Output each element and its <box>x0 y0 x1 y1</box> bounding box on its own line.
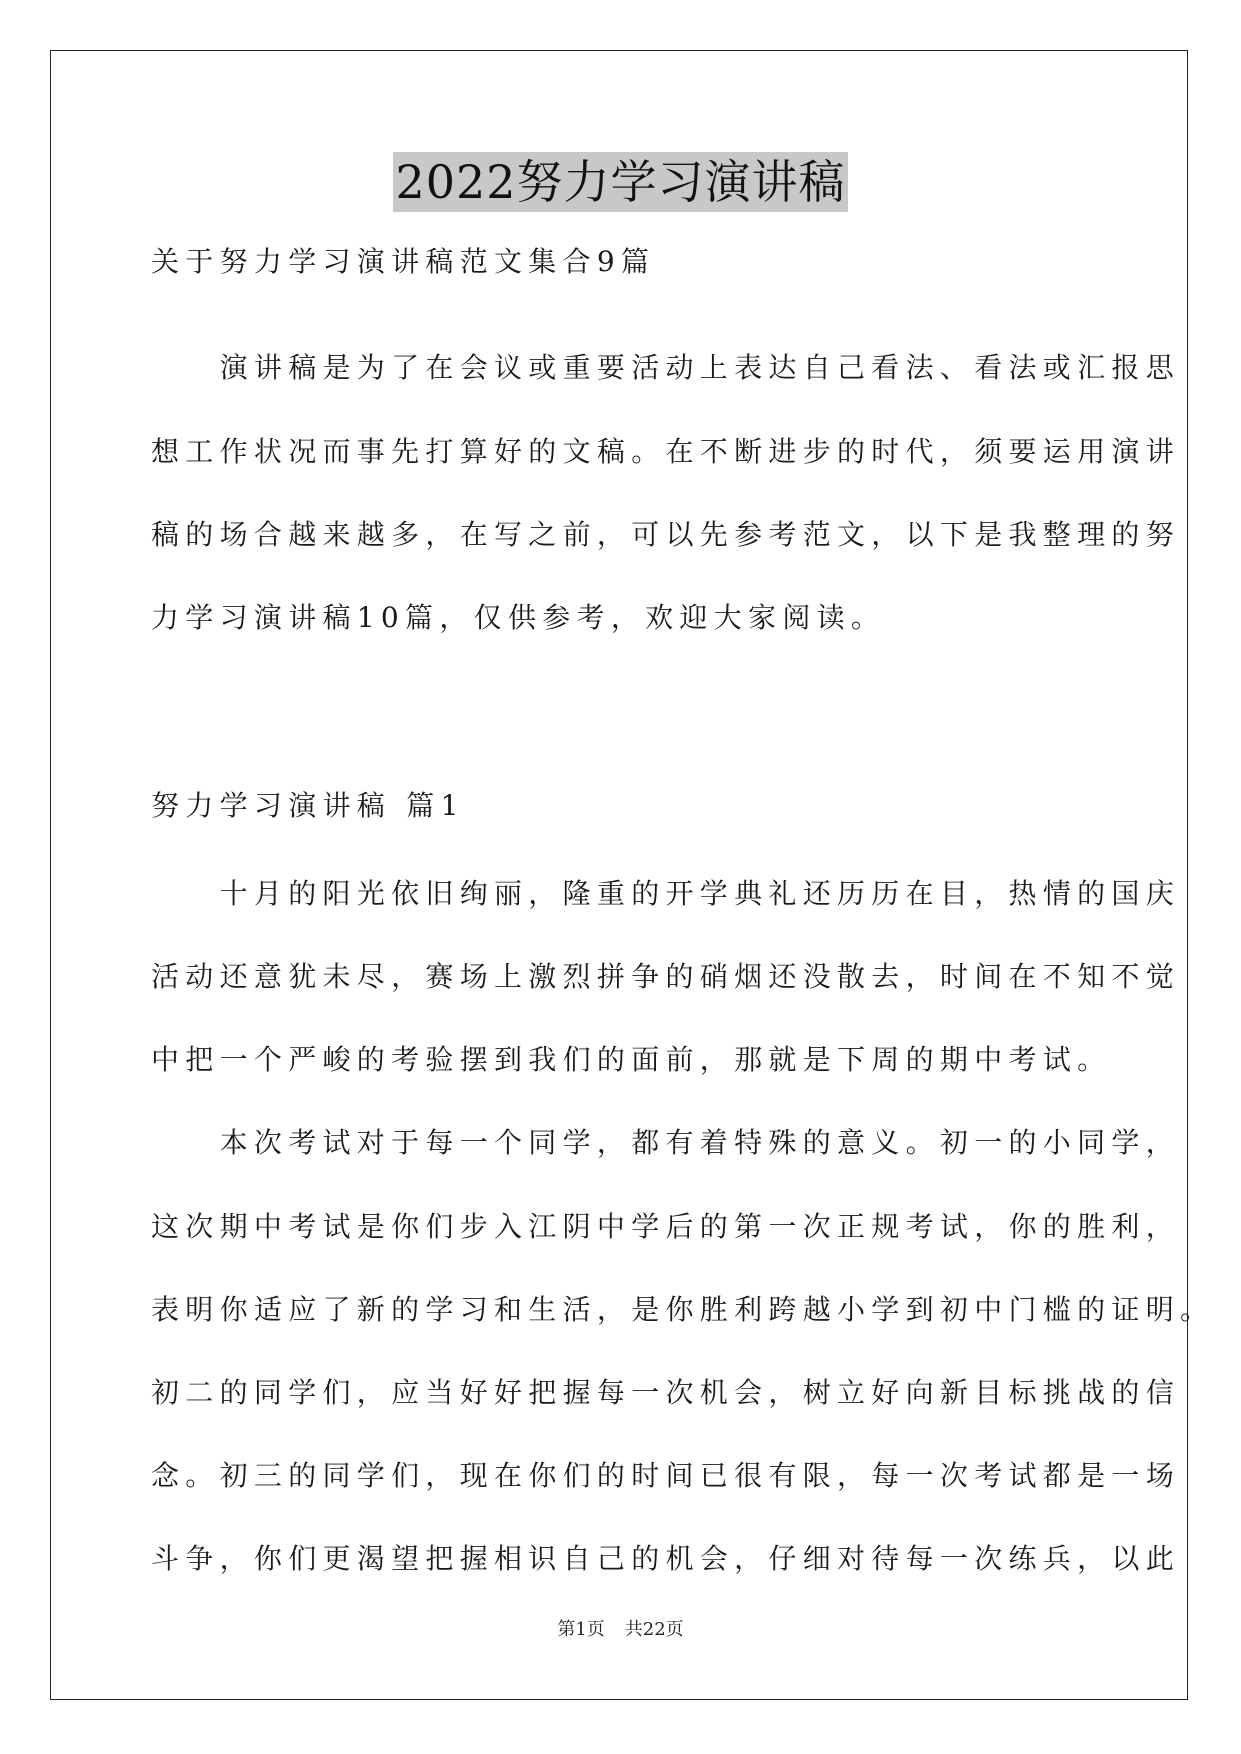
paragraph-line: 活动还意犹未尽，赛场上激烈拼争的硝烟还没散去，时间在不知不觉 <box>151 960 1181 993</box>
subtitle-line: 关于努力学习演讲稿范文集合9篇 <box>151 245 656 278</box>
paragraph-line: 中把一个严峻的考验摆到我们的面前，那就是下周的期中考试。 <box>151 1043 1112 1076</box>
page-border <box>50 50 1188 1700</box>
paragraph-line: 稿的场合越来越多，在写之前，可以先参考范文，以下是我整理的努 <box>151 518 1181 551</box>
page-total: 共22页 <box>624 1619 684 1640</box>
paragraph-line: 念。初三的同学们，现在你们的时间已很有限，每一次考试都是一场 <box>151 1459 1181 1492</box>
paragraph-line: 力学习演讲稿10篇，仅供参考，欢迎大家阅读。 <box>151 601 886 634</box>
page-number: 第1页 <box>557 1619 605 1640</box>
title-container <box>0 152 1241 212</box>
paragraph-line: 初二的同学们，应当好好把握每一次机会，树立好向新目标挑战的信 <box>151 1376 1181 1409</box>
paragraph-line: 演讲稿是为了在会议或重要活动上表达自己看法、看法或汇报思 <box>151 351 1181 384</box>
page-footer <box>0 1618 1241 1642</box>
paragraph-line: 十月的阳光依旧绚丽，隆重的开学典礼还历历在目，热情的国庆 <box>151 877 1181 910</box>
paragraph-line: 本次考试对于每一个同学，都有着特殊的意义。初一的小同学， <box>151 1126 1181 1159</box>
paragraph-line: 斗争，你们更渴望把握相识自己的机会，仔细对待每一次练兵，以此 <box>151 1542 1181 1575</box>
paragraph-line: 表明你适应了新的学习和生活，是你胜利跨越小学到初中门槛的证明。 <box>151 1293 1215 1326</box>
paragraph-line: 想工作状况而事先打算好的文稿。在不断进步的时代，须要运用演讲 <box>151 435 1181 468</box>
paragraph-line: 这次期中考试是你们步入江阴中学后的第一次正规考试，你的胜利， <box>151 1210 1181 1243</box>
section-heading: 努力学习演讲稿 篇1 <box>151 789 465 822</box>
document-title: 2022努力学习演讲稿 <box>393 152 847 212</box>
